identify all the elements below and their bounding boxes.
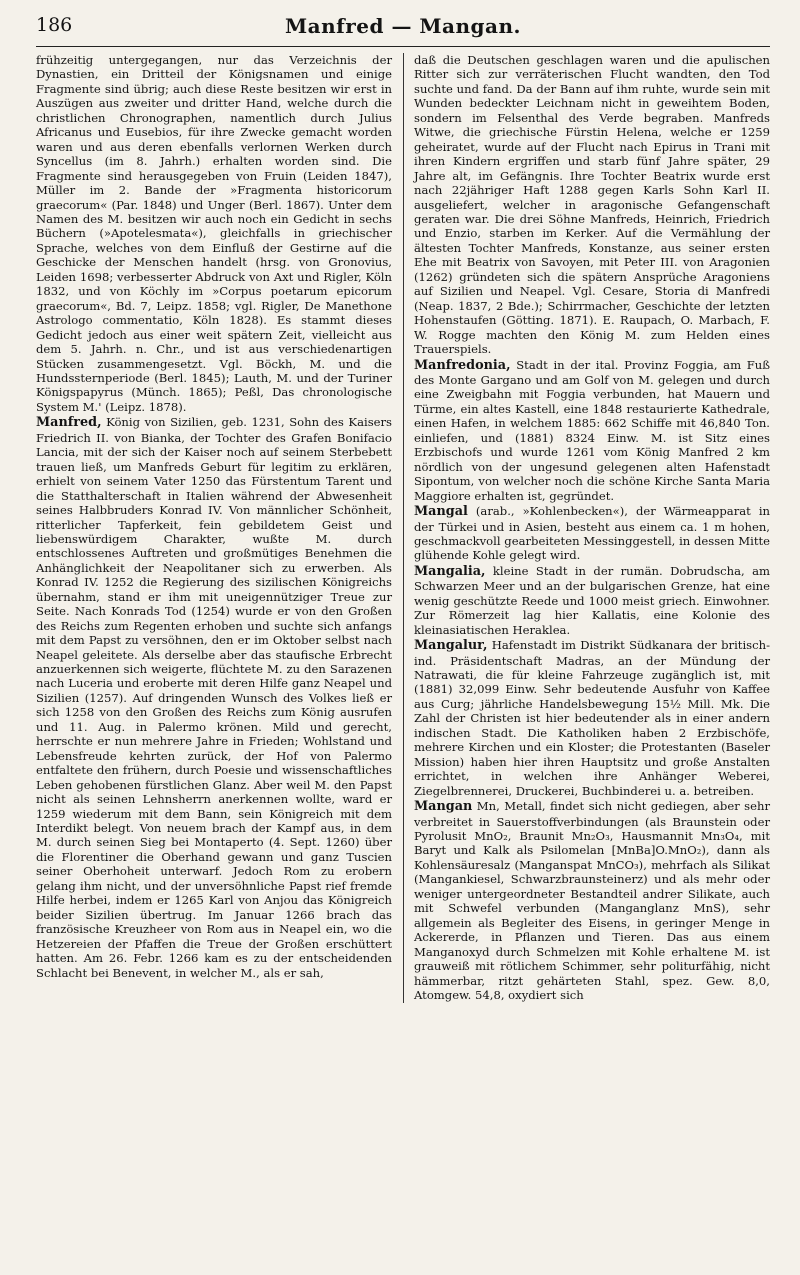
headword: Manfredonia,	[414, 357, 511, 373]
text-columns	[36, 53, 770, 1003]
page-number: 186	[36, 14, 73, 36]
headword: Manfred,	[36, 415, 102, 431]
running-title: Manfred — Mangan.	[285, 14, 521, 38]
entry-text: Mn, Metall, findet sich nicht gediegen, aber sehr verbreitet in Sauerstoffverbindungen (als Braunstein oder Pyrolusit MnO₂, Braunit Mn₂O₃, Hausmannit Mn₃O₄, mit Baryt und Kalk als Psilomelan [MnBa]O.MnO₂), dann als Kohlensäuresalz (Manganspat MnCO₃), mehrfach als Silikat (Mangankiesel, Schwarzbraunsteinerz) und als mehr oder weniger untergeordneter Bestandteil andrer Silikate, auch mit Schwefel verbunden (Manganglanz MnS), sehr allgemein als Begleiter des Eisens, in geringer Menge in Ackererde, in Pflanzen und Tieren. Das aus einem Manganoxyd durch Schmelzen mit Kohle erhaltene M. ist grauweiß mit rötlichem Schimmer, sehr politurfähig, nicht hämmerbar, ritzt gehärteten Stahl, spez. Gew. 8,0, Atomgew. 54,8, oxydiert sich	[414, 799, 770, 1002]
entry-text: kleine Stadt in der rumän. Dobrudscha, am Schwarzen Meer und an der bulgarischen Grenze, hat eine wenig geschützte Reede und 1000 meist griech. Einwohner. Zur Römerzeit lag hier Kallatis, eine Kolonie des kleinasiatischen Heraklea.	[414, 563, 770, 637]
entry-text: Hafenstadt im Distrikt Südkanara der britisch-ind. Präsidentschaft Madras, an der Mündung der Natrawati, die für kleine Fahrzeuge zugänglich ist, mit (1881) 32,099 Einw. Sehr bedeutende Ausfuhr von Kaffee aus Curg; jährliche Handelsbewegung 15½ Mill. Mk. Die Zahl der Christen ist hier bedeutender als in einer andern indischen Stadt. Die Katholiken haben 2 Erzbischöfe, mehrere Kirchen und ein Kloster; die Protestanten (Baseler Mission) haben hier ihren Hauptsitz und große Anstalten errichtet, in welchen ihre Anhänger Weberei, Ziegelbrennerei, Druckerei, Buchbinderei u. a. betreiben.	[414, 638, 770, 798]
headword: Mangan	[414, 799, 473, 815]
entry-mangalia	[414, 564, 770, 637]
entry-text: König von Sizilien, geb. 1231, Sohn des Kaisers Friedrich II. von Bianka, der Tochter des Grafen Bonifacio Lancia, mit der sich der Kaiser noch auf seinem Sterbebett trauen ließ, um Manfreds Geburt für legitim zu erklären, erhielt von seinem Vater 1250 das Fürstentum Tarent und die Statthalterschaft in Italien während der Abwesenheit seines Halbbruders Konrad IV. Von männlicher Schönheit, ritterlicher Tapferkeit, fein gebildetem Geist und liebenswürdigem Charakter, wußte M. durch entschlossenes Auftreten und großmütiges Benehmen die Anhänglichkeit der Neapolitaner sich zu erwerben. Als Konrad IV. 1252 die Regierung des sizilischen Königreichs übernahm, stand er ihm mit uneigennütziger Treue zur Seite. Nach Konrads Tod (1254) wurde er von den Großen des Reichs zum Regenten erhoben und suchte sich anfangs mit dem Papst zu versöhnen, den er im Oktober selbst nach Neapel geleitete. Als derselbe aber das staufische Erbrecht anzuerkennen sich weigerte, flüchtete M. zu den Sarazenen nach Luceria und eroberte mit deren Hilfe ganz Neapel und Sizilien (1257). Auf dringenden Wunsch des Volkes ließ er sich 1258 von den Großen des Reichs zum König ausrufen und 11. Aug. in Palermo krönen. Mild und gerecht, herrschte er nun mehrere Jahre in Frieden; Wohlstand und Lebensfreude kehrten zurück, der Hof von Palermo entfaltete den frühern, durch Poesie und wissenschaftliches Leben gehobenen fürstlichen Glanz. Aber weil M. den Papst nicht als seinen Lehnsherrn anerkennen wollte, ward er 1259 wiederum mit dem Bann, sein Königreich mit dem Interdikt belegt. Von neuem brach der Kampf aus, in dem M. durch seinen Sieg bei Montaperto (4. Sept. 1260) über die Florentiner die Oberhand gewann und ganz Tuscien seiner Oberhoheit unterwarf. Jedoch Rom zu erobern gelang ihm nicht, und der unversöhnliche Papst rief fremde Hilfe herbei, indem er 1265 Karl von Anjou das Königreich beider Sizilien übertrug. Im Januar 1266 brach das französische Kreuzheer von Rom aus in Neapel ein, wo die Hetzereien der Pfaffen die Treue der Großen erschüttert hatten. Am 26. Febr. 1266 kam es zu der entscheidenden Schlacht bei Benevent, in welcher M., als er sah,	[36, 415, 392, 980]
page-header	[36, 10, 770, 47]
entry-text: (arab., »Kohlenbecken«), der Wärmeapparat in der Türkei und in Asien, besteht aus einem ca. 1 m hohen, geschmackvoll gearbeiteten Messinggestell, in dessen Mitte glühende Kohle gelegt wird.	[414, 504, 770, 563]
headword: Mangalur,	[414, 638, 488, 654]
right-column	[414, 53, 770, 1003]
entry-text: daß die Deutschen geschlagen waren und die apulischen Ritter sich zur verräterischen Flucht wandten, den Tod suchte und fand. Da der Bann auf ihm ruhte, wurde sein mit Wunden bedeckter Leichnam nicht in geweihtem Boden, sondern im Felsenthal des Verde begraben. Manfreds Witwe, die griechische Fürstin Helena, welche er 1259 geheiratet, wurde auf der Flucht nach Epirus in Trani mit ihren Kindern ergriffen und starb fünf Jahre später, 29 Jahre alt, im Gefängnis. Ihre Tochter Beatrix wurde erst nach 22jähriger Haft 1288 gegen Karls Sohn Karl II. ausgeliefert, welcher in aragonische Gefangenschaft geraten war. Die drei Söhne Manfreds, Heinrich, Friedrich und Enzio, starben im Kerker. Auf die Vermählung der ältesten Tochter Manfreds, Konstanze, aus seiner ersten Ehe mit Beatrix von Savoyen, mit Peter III. von Aragonien (1262) gründeten sich die spätern Ansprüche Aragoniens auf Sizilien und Neapel. Vgl. Cesare, Storia di Manfredi (Neap. 1837, 2 Bde.); Schirrmacher, Geschichte der letzten Hohenstaufen (Götting. 1871). E. Raupach, O. Marbach, F. W. Rogge machten den König M. zum Helden eines Trauerspiels.	[414, 53, 770, 357]
entry-text: Stadt in der ital. Provinz Foggia, am Fuß des Monte Gargano und am Golf von M. gelegen und durch eine Zweigbahn mit Foggia verbunden, hat Mauern und Türme, ein altes Kastell, eine 1848 restaurierte Kathedrale, einen Hafen, in welchem 1885: 662 Schiffe mit 46,840 Ton. einliefen, und (1881) 8324 Einw. M. ist Sitz eines Erzbischofs und wurde 1261 vom König Manfred 2 km nördlich von der ungesund gelegenen alten Hafenstadt Sipontum, von welcher noch die schöne Kirche Santa Maria Maggiore erhalten ist, gegründet.	[414, 357, 770, 503]
entry-text: frühzeitig untergegangen, nur das Verzeichnis der Dynastien, ein Dritteil der Königsnamen und einige Fragmente sind übrig; auch diese Reste besitzen wir erst in Auszügen aus zweiter und dritter Hand, welche durch die christlichen Chronographen, namentlich durch Julius Africanus und Eusebios, für ihre Zwecke gemacht worden waren und aus deren ebenfalls verlornen Werken durch Syncellus (im 8. Jahrh.) erhalten worden sind. Die Fragmente sind herausgegeben von Fruin (Leiden 1847), Müller im 2. Bande der »Fragmenta historicorum graecorum« (Par. 1848) und Unger (Berl. 1867). Unter dem Namen des M. besitzen wir auch noch ein Gedicht in sechs Büchern (»Apotelesmata«), gleichfalls in griechischer Sprache, welches von dem Einfluß der Gestirne auf die Geschicke der Menschen handelt (hrsg. von Gronovius, Leiden 1698; verbesserter Abdruck von Axt und Rigler, Köln 1832, und von Köchly im »Corpus poetarum epicorum graecorum«, Bd. 7, Leipz. 1858; vgl. Rigler, De Manethone Astrologo commentatio, Köln 1828). Es stammt dieses Gedicht jedoch aus einer weit spätern Zeit, vielleicht aus dem 5. Jahrh. n. Chr., und ist aus verschiedenartigen Stücken zusammengesetzt. Vgl. Böckh, M. und die Hundssternperiode (Berl. 1845); Lauth, M. und der Turiner Königspapyrus (Münch. 1865); Peßl, Das chronologische System M.' (Leipz. 1878).	[36, 53, 392, 414]
entry-manfred-continuation	[414, 53, 770, 357]
entry-mangalur	[414, 638, 770, 798]
column-divider	[403, 53, 404, 1003]
entry-manetho-continuation	[36, 53, 392, 414]
left-column	[36, 53, 392, 1003]
entry-manfredonia	[414, 358, 770, 504]
entry-mangan	[414, 799, 770, 1002]
headword: Mangal	[414, 504, 468, 520]
headword: Mangalia,	[414, 563, 486, 579]
entry-manfred	[36, 415, 392, 980]
entry-mangal	[414, 504, 770, 563]
